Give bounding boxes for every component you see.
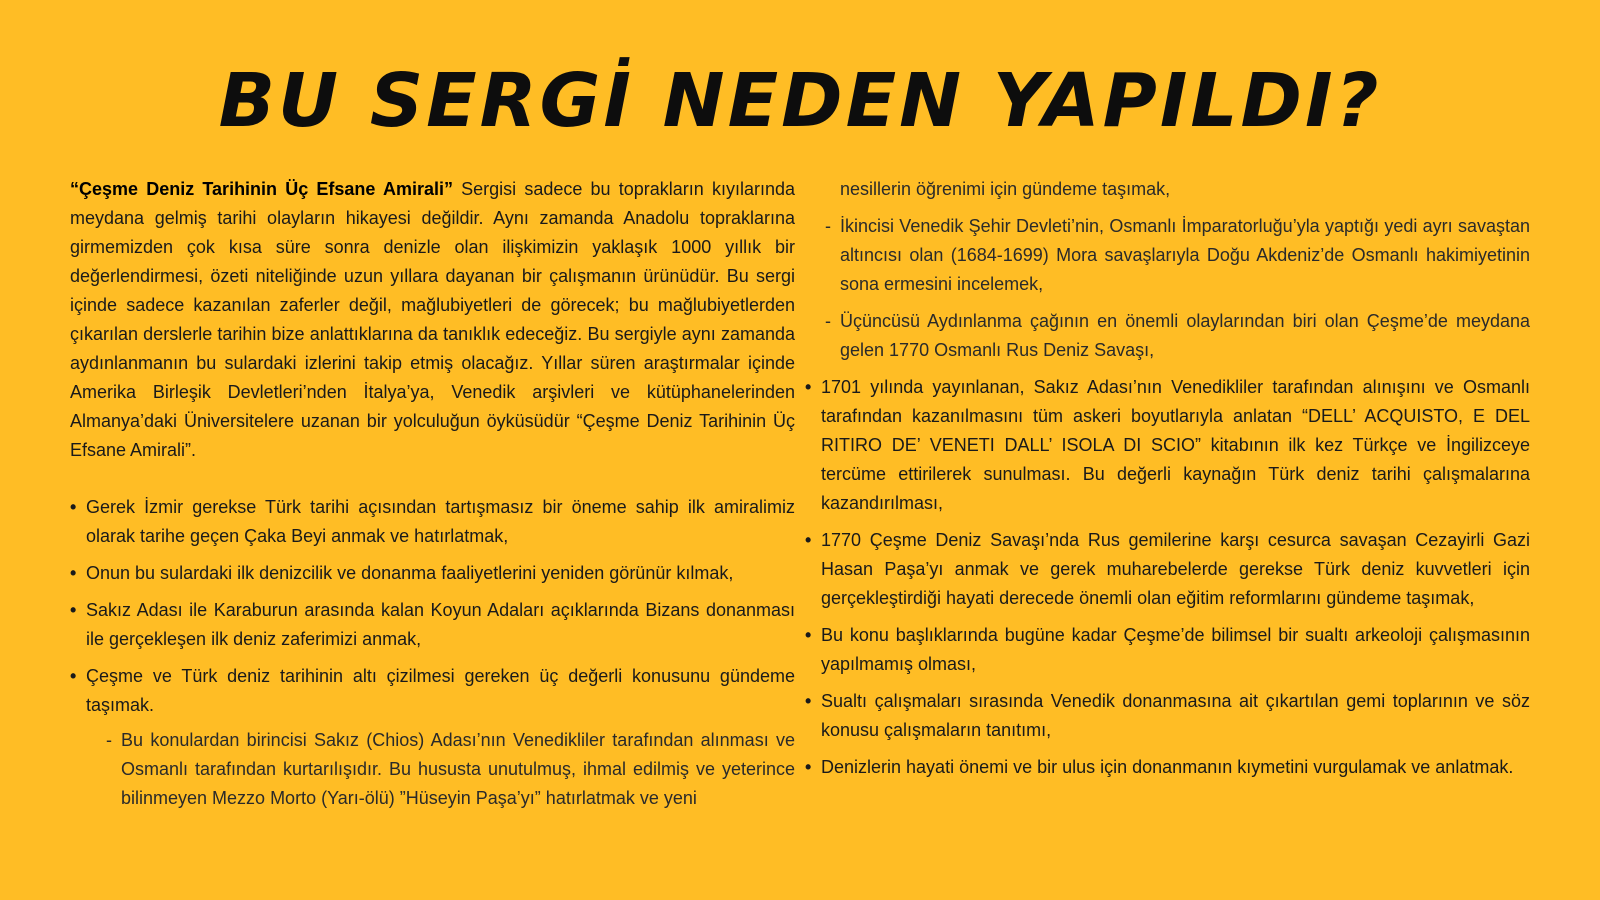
sub-item-first: - Bu konulardan birincisi Sakız (Chios) Adası’nın Venedikliler tarafından alınması ve Osmanlı tarafından kurtarılışıdır. Bu hususta unutulmuş, ihmal edilmiş ve yeterince bilinmeyen Mezzo Morto (Yarı-ölü) ”Hüseyin Paşa’yı” hatırlatmak ve yeni xyxy=(86,726,795,813)
sub-list-continued xyxy=(805,212,1530,365)
list-item: • 1770 Çeşme Deniz Savaşı’nda Rus gemilerine karşı cesurca savaşan Cezayirli Gazi Hasan Paşa’yı anmak ve gerek muharebelerde gerekse Türk deniz kuvvetleri için gerçekleştirdiği hayati derecede önemli olan eğitim reformlarını gündeme taşımak, xyxy=(805,526,1530,613)
intro-text: Sergisi sadece bu toprakların kıyılarında meydana gelmiş tarihi olayların hikayesi değildir. Aynı zamanda Anadolu topraklarına girmemizden çok kısa süre sonra denizle olan ilişkimizin yaklaşık 1000 yıllık bir değerlendirmesi, özeti niteliğinde uzun yıllara dayanan bir çalışmanın ürünüdür. Bu sergi içinde sadece kazanılan zaferler değil, mağlubiyetleri de görecek; bu mağlubiyetlerden çıkarılan derslerle tarihin bize anlattıklarına da tanıklık edeceğiz. Bu sergiyle aynı zamanda aydınlanmanın bu sulardaki izlerini takip etmiş olacağız. Yıllar süren araştırmalar içinde Amerika Birleşik Devletleri’nden İtalya’ya, Venedik arşivleri ve kütüphanelerinden Almanya’daki Üniversitelere uzanan bir yolculuğun öyküsüdür “Çeşme Deniz Tarihinin Üç Efsane Amirali”. xyxy=(70,179,795,460)
list-item: • Sualtı çalışmaları sırasında Venedik donanmasına ait çıkartılan gemi toplarının ve söz konusu çalışmaların tanıtımı, xyxy=(805,687,1530,745)
right-column xyxy=(805,175,1530,790)
list-item: • Denizlerin hayati önemi ve bir ulus için donanmanın kıymetini vurgulamak ve anlatmak. xyxy=(805,753,1530,782)
list-item: • Gerek İzmir gerekse Türk tarihi açısından tartışmasız bir öneme sahip ilk amiralimiz olarak tarihe geçen Çaka Beyi anmak ve hatırlatmak, xyxy=(70,493,795,551)
list-item: • Sakız Adası ile Karaburun arasında kalan Koyun Adaları açıklarında Bizans donanması ile gerçekleşen ilk deniz zaferimizi anmak, xyxy=(70,596,795,654)
sub-list xyxy=(86,726,795,813)
page-title: BU SERGİ NEDEN YAPILDI? xyxy=(218,58,1382,144)
list-item-text: Çeşme ve Türk deniz tarihinin altı çizilmesi gereken üç değerli konusunu gündeme taşımak. xyxy=(86,666,795,715)
list-item: • 1701 yılında yayınlanan, Sakız Adası’nın Venedikliler tarafından alınışını ve Osmanlı tarafından kazanılmasını tüm askeri boyutlarıyla anlatan “DELL’ ACQUISTO, E DEL RITIRO DE’ VENETI DALL’ ISOLA DI SCIO” kitabının ilk kez Türkçe ve İngilizceye tercüme ettirilerek sunulması. Bu değerli kaynağın Türk deniz tarihi çalışmalarına kazandırılması, xyxy=(805,373,1530,518)
list-item: • Onun bu sulardaki ilk denizcilik ve donanma faaliyetlerini yeniden görünür kılmak, xyxy=(70,559,795,588)
sub-item-continued: nesillerin öğrenimi için gündeme taşımak, xyxy=(840,179,1171,199)
sub-item: - Üçüncüsü Aydınlanma çağının en önemli olaylarından biri olan Çeşme’de meydana gelen 1770 Osmanlı Rus Deniz Savaşı, xyxy=(805,307,1530,365)
left-column xyxy=(70,175,795,821)
goals-list-right xyxy=(805,373,1530,782)
exhibition-name: “Çeşme Deniz Tarihinin Üç Efsane Amirali” xyxy=(70,179,453,199)
list-item-with-subs xyxy=(70,662,795,813)
goals-list-left xyxy=(70,493,795,813)
intro-paragraph xyxy=(70,175,795,465)
list-item: • Bu konu başlıklarında bugüne kadar Çeşme’de bilimsel bir sualtı arkeoloji çalışmasının yapılmamış olması, xyxy=(805,621,1530,679)
sub-item: - İkincisi Venedik Şehir Devleti’nin, Osmanlı İmparatorluğu’yla yaptığı yedi ayrı savaştan altıncısı olan (1684-1699) Mora savaşlarıyla Doğu Akdeniz’de Osmanlı hakimiyetinin sona ermesini incelemek, xyxy=(805,212,1530,299)
